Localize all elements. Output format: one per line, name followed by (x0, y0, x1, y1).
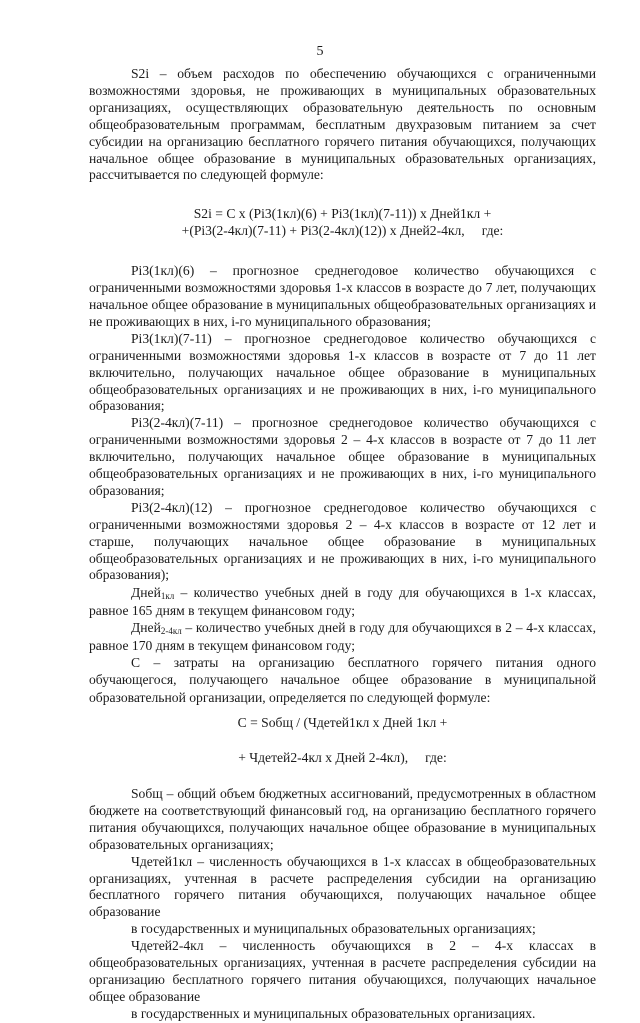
paragraph-s2i-definition: S2i – объем расходов по обеспечению обучающихся с ограниченными возможностями здоровья, не проживающих в муниципальных образовательных организациях, осуществляющих образовательную деятельность по основным общеобразовательным программам, бесплатным двухразовым питанием за счет субсидии на организацию бесплатного горячего питания обучающихся, получающих начальное общее образование в муниципальных образовательных организациях, рассчитывается по следующей формуле: (89, 66, 596, 183)
chdetei-1kl-text: Чдетей1кл – численность обучающихся в 1-х классах в общеобразовательных организациях, учтенная в расчете распределения субсидии на организацию бесплатного горячего питания обучающихся, получающих начальное общее образование (89, 853, 596, 920)
formula-c-line-1: C = Sобщ / (Чдетей1кл x Дней 1кл + (237, 715, 448, 731)
definition-sobsch: Sобщ – общий объем бюджетных ассигнований, предусмотренных в областном бюджете на соответствующий финансовый год, на организацию бесплатного горячего питания обучающихся, получающих начальное общее образование в муниципальных образовательных организациях; (89, 786, 596, 852)
definition-chdetei-1kl (89, 854, 596, 939)
days-2-4kl-subscript: 2-4кл (160, 626, 182, 637)
definition-pi3-1kl-7-11: Pi3(1кл)(7-11) – прогнозное среднегодовое количество обучающихся с ограниченными возможностями здоровья 1-х классов в возрасте от 7 до 11 лет включительно, получающих начальное общее образование в муниципальных общеобразовательных организациях и не проживающих в них, i-го муниципального образования; (89, 330, 596, 414)
formula-s2i-line-2: +(Pi3(2-4кл)(7-11) + Pi3(2-4кл)(12)) x Дней2-4кл, где: (181, 223, 504, 239)
days-1kl-prefix: Дней (131, 585, 161, 601)
definition-days-1kl (89, 584, 596, 619)
definition-pi3-2-4kl-7-11: Pi3(2-4кл)(7-11) – прогнозное среднегодовое количество обучающихся с ограниченными возможностями здоровья 2 – 4-х классов в возрасте от 7 до 11 лет включительно, получающих начальное общее образование в муниципальных общеобразовательных организациях и не проживающих в них, i-го муниципального образования; (89, 415, 596, 498)
formula-c-line-2: + Чдетей2-4кл x Дней 2-4кл), где: (238, 750, 447, 766)
document-body (89, 66, 596, 1023)
definition-pi3-2-4kl-12: Pi3(2-4кл)(12) – прогнозное среднегодовое количество обучающихся с ограниченными возможностями здоровья 2 – 4-х классов в возрасте от 12 лет и старше, получающих начальное общее образование в муниципальных общеобразовательных организациях и не проживающих в них, i-го муниципального образования); (89, 499, 596, 583)
chdetei-1kl-last-line: в государственных и муниципальных образовательных организациях; (131, 921, 536, 937)
chdetei-2-4kl-last-line: в государственных и муниципальных образовательных организациях. (131, 1005, 536, 1021)
definition-days-2-4kl (89, 619, 596, 654)
definition-pi3-1kl-6: Pi3(1кл)(6) – прогнозное среднегодовое количество обучающихся с ограниченными возможностями здоровья 1-х классов в возрасте до 7 лет, получающих начальное общее образование в муниципальных общеобразовательных организациях и не проживающих в них, i-го муниципального образования; (89, 263, 596, 329)
chdetei-2-4kl-text: Чдетей2-4кл – численность обучающихся в 2 – 4-х классах в общеобразовательных организациях, учтенная в расчете распределения субсидии на организацию бесплатного горячего питания обучающихся, получающих начальное общее образование (89, 938, 596, 1004)
days-1kl-subscript: 1кл (160, 591, 175, 602)
days-2-4kl-text: – количество учебных дней в году для обучающихся в 2 – 4-х классах, равное 170 дням в текущем финансовом году; (89, 620, 596, 653)
formula-s2i (89, 206, 596, 240)
days-1kl-text: – количество учебных дней в году для обучающихся в 1-х классах, равное 165 дням в текущем финансовом году; (89, 585, 596, 618)
definition-c: C – затраты на организацию бесплатного горячего питания одного обучающегося, получающего начальное общее образование в муниципальной образовательной организации, определяется по следующей формуле: (89, 655, 596, 705)
days-2-4kl-prefix: Дней (131, 620, 161, 636)
formula-s2i-line-1: S2i = C x (Pi3(1кл)(6) + Pi3(1кл)(7-11)) x Дней1кл + (193, 206, 492, 222)
definition-chdetei-2-4kl (89, 938, 596, 1023)
page-number: 5 (316, 44, 324, 59)
